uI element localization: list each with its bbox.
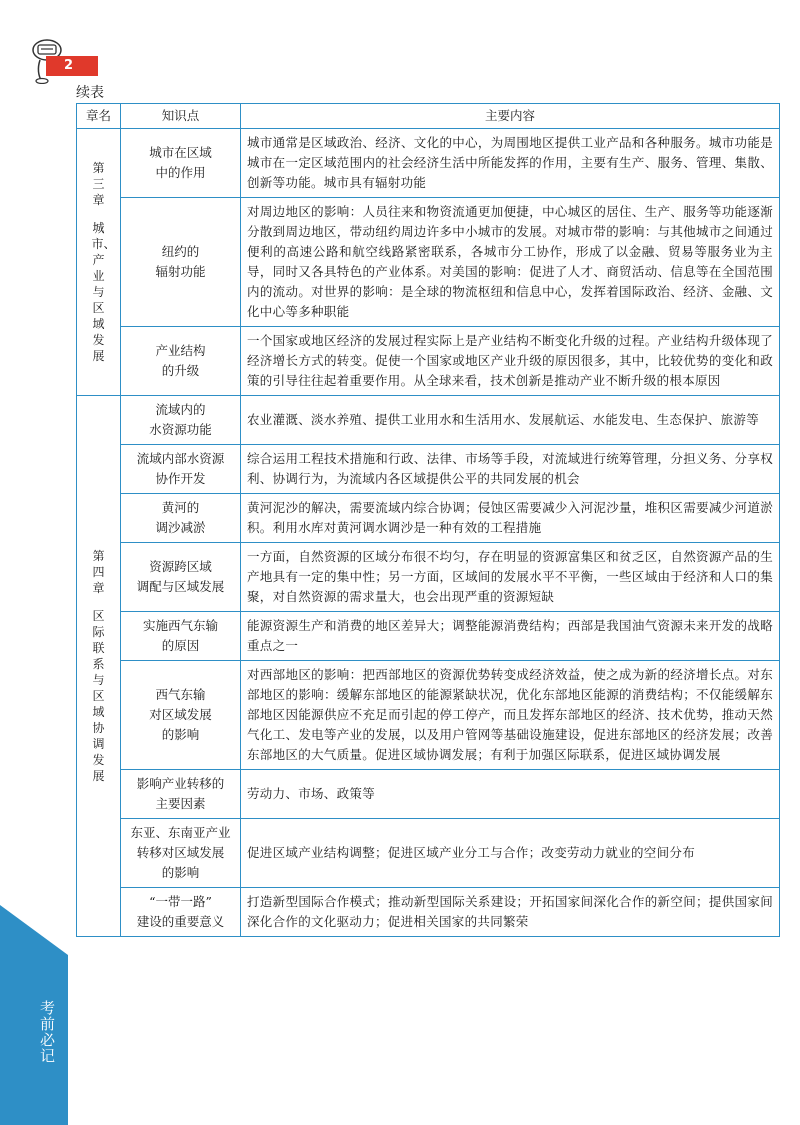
kp-line: 西气东输 [155,687,206,702]
knowledge-point [121,445,241,494]
knowledge-point [121,612,241,661]
kp-line: 调配与区域发展 [136,579,225,594]
main-content: 对西部地区的影响：把西部地区的资源优势转变成经济效益，使之成为新的经济增长点。对东部地区的影响：缓解东部地区的能源紧缺状况，优化东部地区能源的消费结构；不仅能缓解东部地区因能源供应不充足而引起的停工停产，而且发挥东部地区的经济、技术优势，推动天然气化工、发电等产业的发展，以及用户管网等基础设施建设，促进东部地区的经济发展；改善东部地区的大气质量。促进区域协调发展；有利于加强区际联系，促进区域协调发展 [241,661,780,770]
table-row [77,396,780,445]
chapter-4-title: 区际联系与区域协调发展 [92,609,105,783]
table-row [77,612,780,661]
kp-line: 协作开发 [155,471,206,486]
kp-line: 建设的重要意义 [136,914,225,929]
table-row [77,543,780,612]
table-row [77,888,780,937]
main-content: 城市通常是区域政治、经济、文化的中心，为周围地区提供工业产品和各种服务。城市功能是城市在一定区域范围内的社会经济生活中所能发挥的作用，主要有生产、服务、管理、集散、创新等功能。城市具有辐射功能 [241,129,780,198]
kp-line: 中的作用 [155,165,206,180]
header-chapter: 章名 [77,104,121,129]
page-number: 2 [46,56,98,76]
kp-line: 的升级 [161,363,200,378]
table-row [77,819,780,888]
table-row [77,494,780,543]
kp-line: 影响产业转移的 [136,776,225,791]
table-row [77,770,780,819]
knowledge-point [121,494,241,543]
chapter-4-number: 第四章 [92,549,105,595]
main-content: 促进区域产业结构调整；促进区域产业分工与合作；改变劳动力就业的空间分布 [241,819,780,888]
kp-line: 流域内的 [155,402,206,417]
table-row [77,445,780,494]
main-content: 黄河泥沙的解决，需要流域内综合协调；侵蚀区需要减少入河泥沙量，堆积区需要减少河道淤积。利用水库对黄河调水调沙是一种有效的工程措施 [241,494,780,543]
kp-line: 的影响 [161,865,200,880]
kp-line: 资源跨区域 [149,559,212,574]
main-content: 能源资源生产和消费的地区差异大；调整能源消费结构；西部是我国油气资源未来开发的战略重点之一 [241,612,780,661]
kp-line: 实施西气东输 [142,618,218,633]
table-header-row [77,104,780,129]
knowledge-point [121,396,241,445]
kp-line: 的原因 [161,638,200,653]
header-main-content: 主要内容 [241,104,780,129]
table-row [77,129,780,198]
side-label: 考前必记 [38,1000,56,1064]
knowledge-point [121,198,241,327]
knowledge-table [76,103,780,937]
kp-line: 转移对区域发展 [136,845,225,860]
kp-line: 的影响 [161,727,200,742]
chapter-3-number: 第三章 [92,161,105,207]
kp-line: 黄河的 [161,500,200,515]
kp-line: 东亚、东南亚产业 [130,825,231,840]
main-content: 综合运用工程技术措施和行政、法律、市场等手段，对流域进行统筹管理，分担义务、分享权利、协调行为，为流域内各区域提供公平的共同发展的机会 [241,445,780,494]
kp-line: 水资源功能 [149,422,212,437]
kp-line: 辐射功能 [155,264,206,279]
kp-line: 纽约的 [161,244,200,259]
knowledge-point [121,327,241,396]
knowledge-point [121,819,241,888]
continued-label: 续表 [76,85,104,101]
kp-line: 城市在区域 [149,145,212,160]
main-content: 打造新型国际合作模式；推动新型国际关系建设；开拓国家间深化合作的新空间；提供国家间深化合作的文化驱动力；促进相关国家的共同繁荣 [241,888,780,937]
kp-line: “一带一路” [149,894,212,909]
table-row [77,198,780,327]
knowledge-point [121,129,241,198]
main-content: 劳动力、市场、政策等 [241,770,780,819]
kp-line: 流域内部水资源 [136,451,225,466]
kp-line: 调沙减淤 [155,520,206,535]
chapter-4-cell [77,396,121,937]
knowledge-point [121,661,241,770]
main-content: 对周边地区的影响：人员往来和物资流通更加便捷，中心城区的居住、生产、服务等功能逐渐分散到周边地区，带动纽约周边许多中小城市的发展。对城市带的影响：与其他城市之间通过便利的高速公路和航空线路紧密联系，各城市分工协作，形成了以金融、贸易等服务业为主导，同时又各具特色的产业体系。对美国的影响：促进了人才、商贸活动、信息等在全国范围内的流动。对世界的影响：是全球的物流枢纽和信息中心，发挥着国际政治、经济、金融、文化中心等多种职能 [241,198,780,327]
chapter-3-cell [77,129,121,396]
kp-line: 对区域发展 [149,707,212,722]
chapter-3-title: 城市、产业与区域发展 [91,221,116,363]
main-content: 农业灌溉、淡水养殖、提供工业用水和生活用水、发展航运、水能发电、生态保护、旅游等 [241,396,780,445]
knowledge-point [121,770,241,819]
table-row [77,327,780,396]
knowledge-point [121,888,241,937]
knowledge-point [121,543,241,612]
main-content: 一个国家或地区经济的发展过程实际上是产业结构不断变化升级的过程。产业结构升级体现了经济增长方式的转变。促使一个国家或地区产业升级的原因很多，其中，比较优势的变化和政策的引导往往起着重要作用。从全球来看，技术创新是推动产业不断升级的根本原因 [241,327,780,396]
kp-line: 产业结构 [155,343,206,358]
header-knowledge-point: 知识点 [121,104,241,129]
main-content: 一方面，自然资源的区域分布很不均匀，存在明显的资源富集区和贫乏区，自然资源产品的生产地具有一定的集中性；另一方面，区域间的发展水平不平衡，一些区域由于经济和人口的集聚，对自然资源的需求量大，也会出现严重的资源短缺 [241,543,780,612]
kp-line: 主要因素 [155,796,206,811]
table-row [77,661,780,770]
